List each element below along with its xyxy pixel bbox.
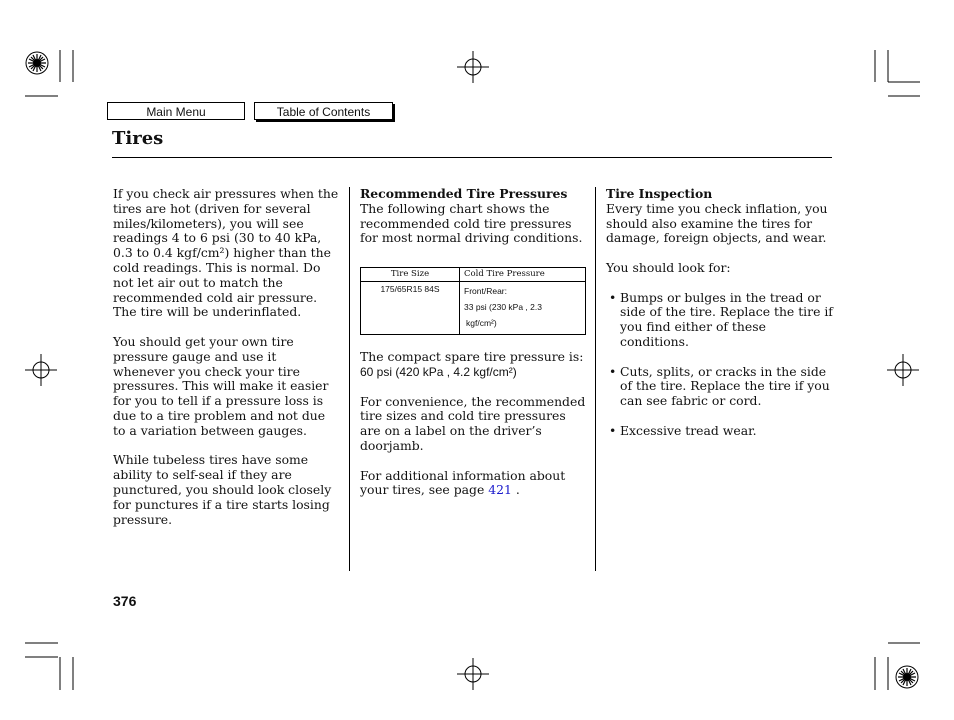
tire-pressure-table	[360, 267, 586, 335]
column-divider	[349, 187, 350, 571]
section-heading-inspection: Tire Inspection	[606, 186, 713, 201]
table-cell-size: 175/65R15 84S	[361, 282, 460, 335]
section-heading-pressures: Recommended Tire Pressures	[360, 186, 568, 201]
inspection-list	[606, 291, 836, 439]
list-item: • Bumps or bulges in the tread or side of the tire. Replace the tire if you find either of these conditions.	[606, 291, 836, 350]
hot-tire-paragraph: If you check air pressures when the tires are hot (driven for several miles/kilometers), you will see readings 4 to 6 psi (30 to 40 kPa, 0.3 to 0.4 kgf/cm²) higher than the cold readings. This is normal. Do not let air out to match the recommended cold air pressure. The tire will be underinflated.	[113, 186, 339, 320]
page-title: Tires	[112, 128, 164, 149]
table-header-size: Tire Size	[361, 268, 460, 282]
page-421-link[interactable]: 421	[488, 482, 512, 498]
pressure-position: Front/Rear:	[464, 286, 507, 297]
gauge-paragraph: You should get your own tire pressure gauge and use it whenever you check your tire pressures. This will make it easier for you to tell if a pressure loss is due to a tire problem and not due to a variation between gauges.	[113, 333, 329, 438]
list-item: • Cuts, splits, or cracks in the side of the tire. Replace the tire if you can see fabric or cord.	[606, 365, 836, 409]
additional-info-text: For additional information about your tires, see page	[360, 467, 566, 498]
column-divider	[595, 187, 596, 571]
table-cell-pressure	[460, 282, 586, 335]
inspection-intro: Every time you check inflation, you should also examine the tires for damage, foreign objects, and wear.	[606, 200, 828, 246]
table-of-contents-button[interactable]: Table of Contents	[254, 102, 393, 120]
look-for-text: You should look for:	[606, 259, 731, 275]
spare-pressure-text: The compact spare tire pressure is:	[360, 349, 584, 365]
tubeless-paragraph: While tubeless tires have some ability to self-seal if they are punctured, you should look closely for punctures if a tire starts losing pressure.	[113, 452, 332, 527]
column-left	[113, 187, 341, 527]
page-number: 376	[113, 593, 137, 609]
table-header-pressure: Cold Tire Pressure	[460, 268, 586, 282]
table-row	[361, 282, 586, 335]
pressure-value-line1: 33 psi (230 kPa , 2.3	[464, 302, 542, 313]
column-middle	[360, 187, 590, 498]
convenience-paragraph: For convenience, the recommended tire sizes and cold tire pressures are on a label on the driver’s doorjamb.	[360, 393, 586, 453]
pressure-value-line2: kgf/cm²)	[466, 318, 497, 329]
additional-info-paragraph	[360, 469, 590, 499]
table-header-row	[361, 268, 586, 282]
spare-pressure-value: 60 psi (420 kPa , 4.2 kgf/cm²)	[360, 364, 517, 379]
title-divider	[112, 157, 832, 158]
list-item: • Excessive tread wear.	[606, 424, 836, 439]
main-menu-button[interactable]: Main Menu	[107, 102, 245, 120]
pressures-intro: The following chart shows the recommended cold tire pressures for most normal driving conditions.	[360, 200, 583, 246]
additional-info-suffix: .	[515, 482, 520, 498]
column-right	[606, 187, 836, 439]
